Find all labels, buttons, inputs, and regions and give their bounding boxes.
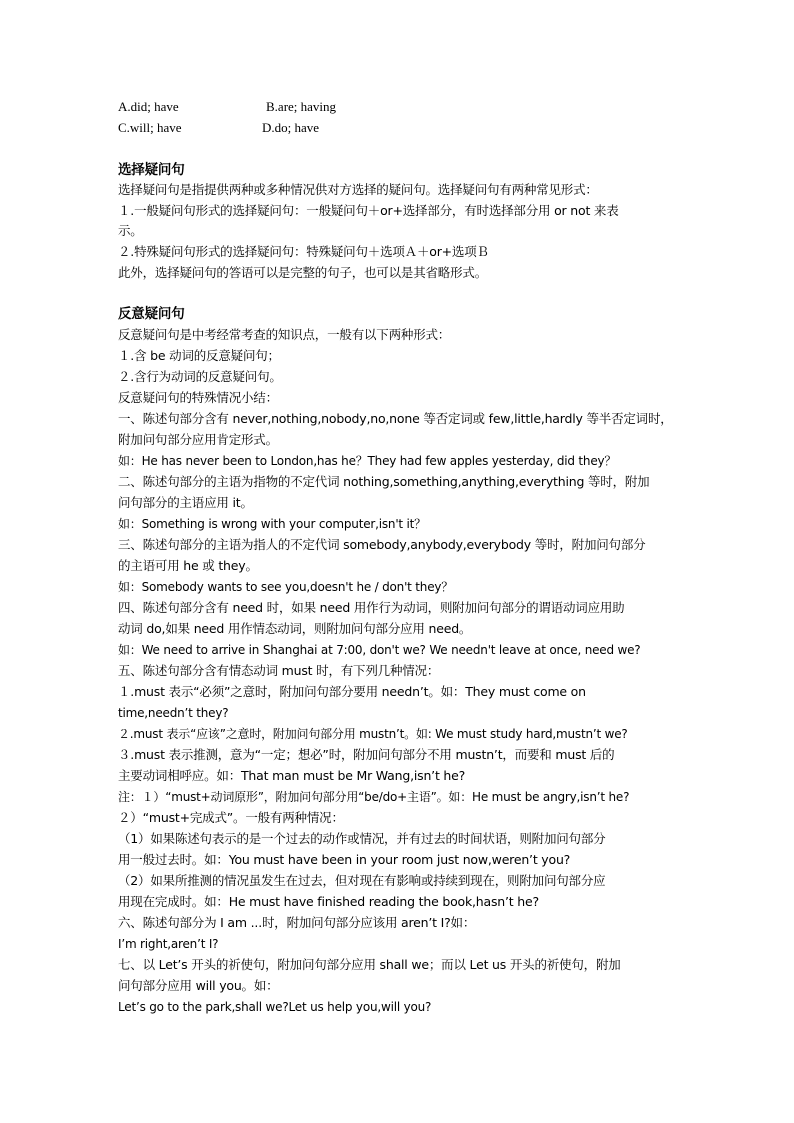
tag-example: 如：We need to arrive in Shanghai at 7:00, don't we? We needn't leave at once, need we? bbox=[118, 643, 641, 657]
tag-example: 如：Somebody wants to see you,doesn't he / don't they？ bbox=[118, 580, 454, 594]
tag-line: ２.含行为动词的反意疑问句。 bbox=[118, 369, 282, 384]
tag-line: 问句部分应用 will you。如： bbox=[118, 978, 279, 993]
tag-line: time,needn’t they? bbox=[118, 706, 229, 720]
choice-question-heading: 选择疑问句 bbox=[118, 162, 185, 178]
option-c: C.will; have bbox=[118, 120, 182, 135]
choice-line: １.一般疑问句形式的选择疑问句：一般疑问句＋or+选择部分，有时选择部分用 or not 来表 bbox=[118, 203, 619, 218]
option-d: D.do; have bbox=[262, 120, 320, 135]
tag-line: 反意疑问句是中考经常考查的知识点，一般有以下两种形式： bbox=[118, 327, 451, 342]
tag-line: １.must 表示“必须”之意时，附加问句部分要用 needn’t。如：They must come on bbox=[118, 684, 586, 699]
tag-line: 六、陈述句部分为 I am ...时，附加问句部分应该用 aren’t I?如： bbox=[118, 915, 476, 930]
tag-example: Let’s go to the park,shall we?Let us help you,will you? bbox=[118, 1000, 432, 1014]
tag-line: ２）“must+完成式”。一般有两种情况： bbox=[118, 810, 344, 825]
tag-line: 五、陈述句部分含有情态动词 must 时，有下列几种情况： bbox=[118, 663, 440, 678]
option-a: A.did; have bbox=[118, 99, 179, 114]
tag-line: 二、陈述句部分的主语为指物的不定代词 nothing,something,anything,everything 等时，附加 bbox=[118, 474, 650, 489]
tag-question-heading: 反意疑问句 bbox=[118, 306, 185, 322]
tag-line: 反意疑问句的特殊情况小结： bbox=[118, 390, 278, 405]
tag-line: 用一般过去时。如：You must have been in your room just now,weren’t you? bbox=[118, 852, 571, 867]
tag-line: （2）如果所推测的情况虽发生在过去，但对现在有影响或持续到现在，则附加问句部分应 bbox=[118, 873, 606, 888]
tag-line: ３.must 表示推测，意为“一定；想必”时，附加问句部分不用 mustn’t，而要和 must 后的 bbox=[118, 747, 615, 762]
tag-example: 如：Something is wrong with your computer,isn't it？ bbox=[118, 517, 426, 531]
tag-line: 七、以 Let’s 开头的祈使句，附加问句部分应用 shall we；而以 Let us 开头的祈使句，附加 bbox=[118, 957, 621, 972]
tag-line: 四、陈述句部分含有 need 时，如果 need 用作行为动词，则附加问句部分的谓语动词应用助 bbox=[118, 600, 625, 615]
tag-example: I’m right,aren’t I? bbox=[118, 937, 219, 951]
tag-line: 动词 do,如果 need 用作情态动词，则附加问句部分应用 need。 bbox=[118, 621, 472, 636]
tag-line: 一、陈述句部分含有 never,nothing,nobody,no,none 等否定词或 few,little,hardly 等半否定词时， bbox=[118, 411, 673, 426]
tag-line: ２.must 表示“应该”之意时，附加问句部分用 mustn’t。如: We must study hard,mustn’t we? bbox=[118, 727, 628, 741]
choice-line: ２.特殊疑问句形式的选择疑问句：特殊疑问句＋选项Ａ＋or+选项Ｂ bbox=[118, 244, 489, 259]
option-b: B.are; having bbox=[266, 99, 337, 114]
tag-line: 用现在完成时。如：He must have finished reading the book,hasn’t he? bbox=[118, 894, 539, 909]
choice-line: 选择疑问句是指提供两种或多种情况供对方选择的疑问句。选择疑问句有两种常见形式： bbox=[118, 182, 598, 197]
tag-line: 注：１）“must+动词原形”，附加问句部分用“be/do+主语”。如：He must be angry,isn’t he? bbox=[118, 790, 630, 804]
tag-line: １.含 be 动词的反意疑问句； bbox=[118, 348, 280, 363]
choice-line: 此外，选择疑问句的答语可以是完整的句子，也可以是其省略形式。 bbox=[118, 265, 488, 280]
tag-example: 如：He has never been to London,has he？They had few apples yesterday, did they？ bbox=[118, 454, 617, 468]
tag-line: 问句部分的主语应用 it。 bbox=[118, 495, 253, 510]
tag-line: 三、陈述句部分的主语为指人的不定代词 somebody,anybody,everybody 等时，附加问句部分 bbox=[118, 537, 646, 552]
tag-line: （1）如果陈述句表示的是一个过去的动作或情况，并有过去的时间状语，则附加问句部分 bbox=[118, 831, 606, 846]
tag-line: 的主语可用 he 或 they。 bbox=[118, 558, 258, 573]
tag-line: 附加问句部分应用肯定形式。 bbox=[118, 432, 278, 447]
tag-line: 主要动词相呼应。如：That man must be Mr Wang,isn’t he? bbox=[118, 768, 466, 783]
choice-line: 示。 bbox=[118, 223, 143, 238]
